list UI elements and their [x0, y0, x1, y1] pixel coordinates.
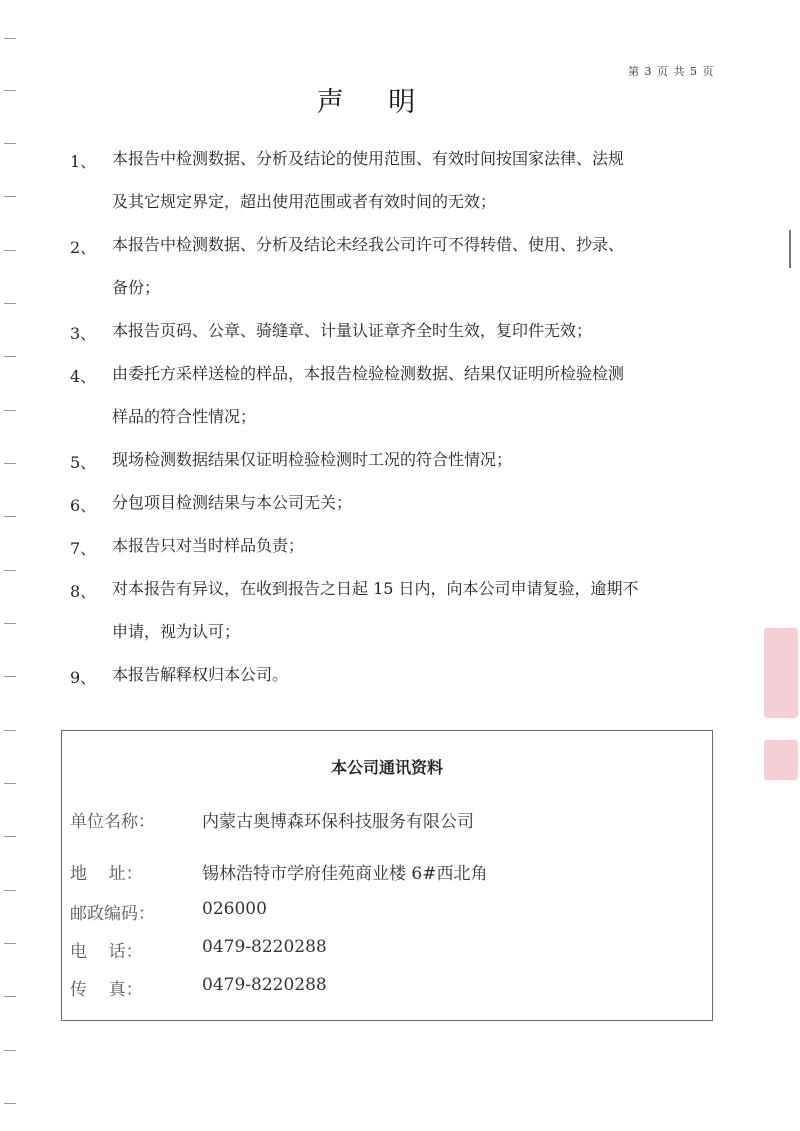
fax: 0479-8220288 [202, 975, 327, 995]
margin-tick [4, 196, 16, 197]
item-number: 7、 [70, 539, 97, 558]
stamp-fragment [764, 740, 798, 780]
margin-tick [4, 623, 16, 624]
margin-tick [4, 303, 16, 304]
document-title: 声 明 [316, 87, 434, 118]
item-text: 由委托方采样送检的样品，本报告检验检测数据、结果仅证明所检验检测 [112, 364, 625, 383]
margin-tick [4, 1050, 16, 1051]
item-text: 本报告只对当时样品负责； [112, 536, 305, 555]
margin-tick [4, 836, 16, 837]
scan-mark [789, 230, 791, 268]
contact-box [61, 730, 713, 1021]
margin-tick [4, 143, 16, 144]
item-number: 8、 [70, 582, 97, 601]
margin-tick [4, 676, 16, 677]
item-text: 本报告中检测数据、分析及结论未经我公司许可不得转借、使用、抄录、 [112, 235, 625, 254]
contact-label: 邮政编码： [70, 904, 155, 924]
item-text: 现场检测数据结果仅证明检验检测时工况的符合性情况； [112, 450, 513, 469]
margin-tick [4, 890, 16, 891]
margin-tick [4, 783, 16, 784]
phone: 0479-8220288 [202, 937, 327, 957]
margin-tick [4, 463, 16, 464]
margin-tick [4, 1103, 16, 1104]
margin-tick [4, 516, 16, 517]
item-number: 6、 [70, 496, 97, 515]
margin-tick [4, 250, 16, 251]
margin-tick [4, 410, 16, 411]
postal-code: 026000 [202, 899, 267, 919]
contact-label: 电 话： [70, 942, 143, 962]
item-text: 本报告解释权归本公司。 [112, 665, 289, 684]
item-text: 本报告页码、公章、骑缝章、计量认证章齐全时生效，复印件无效； [112, 321, 593, 340]
margin-tick [4, 38, 16, 39]
page-number: 第 3 页 共 5 页 [628, 65, 715, 78]
item-number: 3、 [70, 324, 97, 343]
item-text: 样品的符合性情况； [112, 407, 257, 426]
item-text: 申请，视为认可； [112, 622, 241, 641]
item-text: 分包项目检测结果与本公司无关； [112, 493, 353, 512]
margin-tick [4, 356, 16, 357]
item-text: 备份； [112, 278, 161, 297]
margin-tick [4, 570, 16, 571]
item-number: 1、 [70, 152, 97, 171]
item-number: 4、 [70, 367, 97, 386]
item-text: 本报告中检测数据、分析及结论的使用范围、有效时间按国家法律、法规 [112, 149, 625, 168]
contact-title: 本公司通讯资料 [330, 758, 443, 777]
margin-tick [4, 996, 16, 997]
contact-label: 传 真： [70, 980, 143, 1000]
item-number: 5、 [70, 453, 97, 472]
address: 锡林浩特市学府佳苑商业楼 6#西北角 [202, 864, 488, 884]
item-text: 及其它规定界定，超出使用范围或者有效时间的无效； [112, 192, 497, 211]
company-name: 内蒙古奥博森环保科技服务有限公司 [202, 812, 474, 832]
item-number: 9、 [70, 668, 97, 687]
margin-tick [4, 943, 16, 944]
margin-tick [4, 730, 16, 731]
contact-label: 地 址： [70, 864, 143, 884]
item-text: 对本报告有异议，在收到报告之日起 15 日内，向本公司申请复验，逾期不 [112, 579, 639, 598]
stamp-fragment [764, 628, 798, 718]
item-number: 2、 [70, 238, 97, 257]
contact-label: 单位名称： [70, 812, 155, 832]
